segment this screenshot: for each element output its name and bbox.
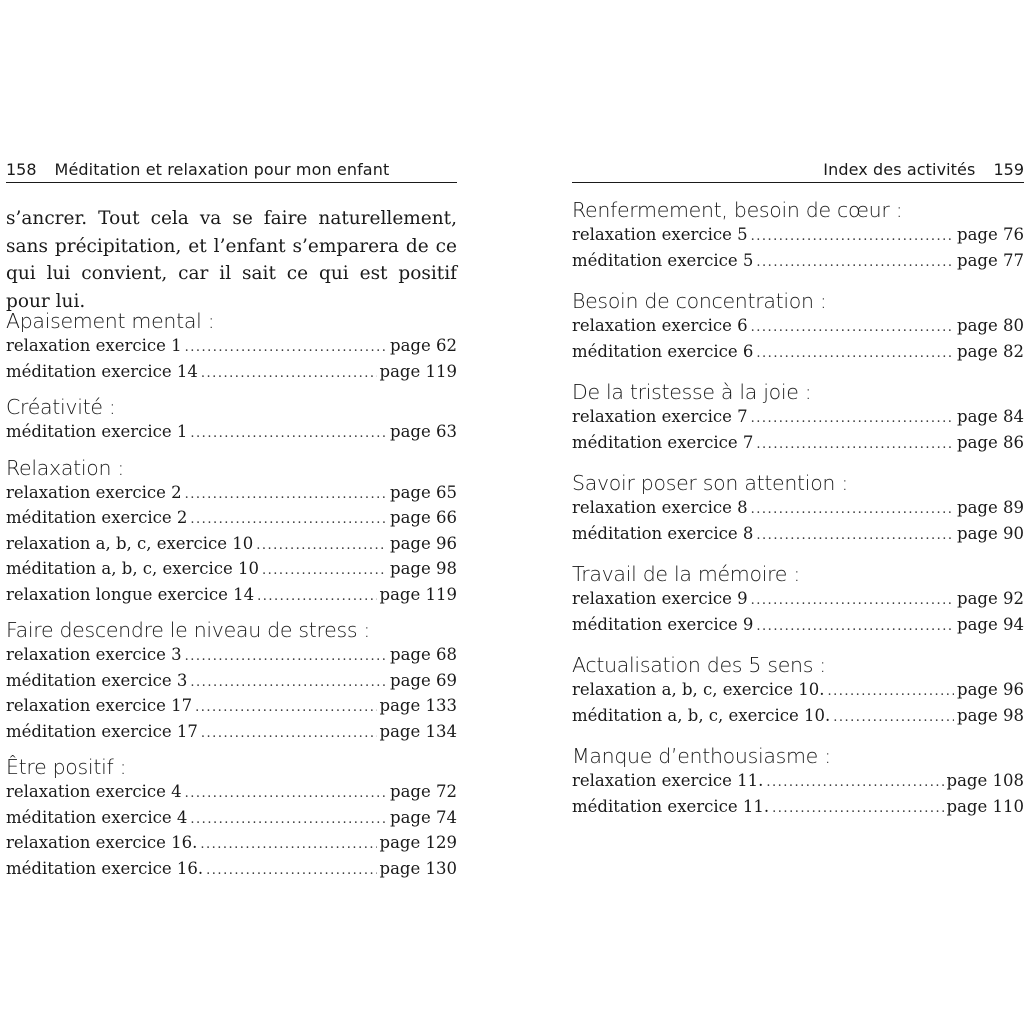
entry-label: relaxation exercice 17 xyxy=(6,696,193,715)
entry-page-reference: page 72 xyxy=(390,782,457,801)
index-section xyxy=(6,394,457,446)
entry-label: relaxation exercice 3 xyxy=(6,645,182,664)
index-section xyxy=(572,288,1024,365)
entry-page-reference: page 66 xyxy=(390,508,457,527)
dot-leader xyxy=(190,508,387,532)
dot-leader xyxy=(833,706,954,730)
index-entry xyxy=(6,481,457,507)
index-entry xyxy=(572,678,1024,704)
index-entry xyxy=(572,496,1024,522)
index-entry xyxy=(6,506,457,532)
index-entry xyxy=(572,522,1024,548)
index-entry xyxy=(572,405,1024,431)
section-title: Apaisement mental : xyxy=(6,309,215,333)
entry-label: méditation exercice 7 xyxy=(572,432,754,452)
entry-page-reference: page 129 xyxy=(379,833,457,852)
section-title: Manque d’enthousiasme : xyxy=(572,744,831,768)
entry-page-reference: page 74 xyxy=(390,807,457,827)
dot-leader xyxy=(185,782,387,806)
entry-page-reference: page 94 xyxy=(957,614,1024,634)
index-section xyxy=(6,754,457,882)
entry-page-reference: page 96 xyxy=(390,533,457,553)
dot-leader xyxy=(756,524,954,548)
entry-label: méditation a, b, c, exercice 10. xyxy=(572,705,831,725)
entry-page-reference: page 77 xyxy=(957,250,1024,270)
dot-leader xyxy=(185,645,387,669)
dot-leader xyxy=(756,251,954,275)
section-title: Relaxation : xyxy=(6,455,124,480)
entry-page-reference: page 134 xyxy=(379,721,457,741)
entry-label: relaxation a, b, c, exercice 10 xyxy=(6,533,254,553)
entry-page-reference: page 98 xyxy=(390,559,457,578)
dot-leader xyxy=(756,433,954,457)
entry-page-reference: page 110 xyxy=(946,796,1024,816)
index-section xyxy=(572,652,1024,729)
index-entry xyxy=(6,857,457,883)
entry-label: relaxation longue exercice 14 xyxy=(6,584,255,604)
dot-leader xyxy=(756,615,954,639)
entry-label: relaxation exercice 8 xyxy=(572,498,748,517)
dot-leader xyxy=(751,498,954,522)
index-entry xyxy=(572,587,1024,613)
entry-label: relaxation a, b, c, exercice 10. xyxy=(572,680,825,699)
entry-label: relaxation exercice 7 xyxy=(572,407,748,426)
dot-leader xyxy=(257,585,376,609)
entry-page-reference: page 89 xyxy=(957,498,1024,517)
entry-label: méditation exercice 11. xyxy=(572,796,770,816)
dot-leader xyxy=(751,225,954,249)
index-section xyxy=(572,197,1024,274)
dot-leader xyxy=(751,589,954,613)
section-title: Savoir poser son attention : xyxy=(572,471,848,495)
dot-leader xyxy=(185,336,387,360)
entry-label: relaxation exercice 4 xyxy=(6,782,182,801)
dot-leader xyxy=(200,833,376,857)
index-entry xyxy=(6,420,457,446)
entry-label: relaxation exercice 5 xyxy=(572,225,748,244)
dot-leader xyxy=(827,680,954,704)
index-entry xyxy=(572,704,1024,730)
entry-page-reference: page 69 xyxy=(390,670,457,690)
entry-label: méditation exercice 14 xyxy=(6,361,198,381)
index-entry xyxy=(572,613,1024,639)
dot-leader xyxy=(190,808,387,832)
section-title: Créativité : xyxy=(6,395,116,419)
entry-label: méditation exercice 16. xyxy=(6,858,204,878)
index-section xyxy=(572,379,1024,456)
entry-label: relaxation exercice 11. xyxy=(572,771,764,790)
dot-leader xyxy=(195,696,376,720)
index-entry xyxy=(6,780,457,806)
running-title: Index des activités xyxy=(823,160,976,179)
index-entry xyxy=(6,583,457,609)
entry-label: méditation a, b, c, exercice 10 xyxy=(6,559,260,578)
index-section xyxy=(572,470,1024,547)
index-entry xyxy=(6,532,457,558)
running-header xyxy=(572,160,1024,183)
section-title: Travail de la mémoire : xyxy=(572,562,800,586)
entry-page-reference: page 133 xyxy=(379,696,457,715)
dot-leader xyxy=(262,559,387,583)
index-entry xyxy=(572,795,1024,821)
entry-page-reference: page 63 xyxy=(390,422,457,441)
dot-leader xyxy=(190,422,387,446)
entry-page-reference: page 119 xyxy=(379,584,457,604)
index-entry xyxy=(572,314,1024,340)
entry-label: méditation exercice 9 xyxy=(572,614,754,634)
index-entry xyxy=(572,249,1024,275)
index-entries xyxy=(6,308,457,891)
entry-label: relaxation exercice 1 xyxy=(6,336,182,355)
index-entries xyxy=(572,197,1024,834)
section-title: De la tristesse à la joie : xyxy=(572,380,812,404)
entry-label: méditation exercice 8 xyxy=(572,523,754,543)
index-entry xyxy=(6,720,457,746)
entry-page-reference: page 92 xyxy=(957,589,1024,608)
dot-leader xyxy=(185,483,387,507)
index-entry xyxy=(572,431,1024,457)
entry-page-reference: page 82 xyxy=(957,341,1024,361)
index-section xyxy=(572,561,1024,638)
entry-page-reference: page 84 xyxy=(957,407,1024,426)
entry-label: méditation exercice 2 xyxy=(6,508,188,527)
entry-label: relaxation exercice 9 xyxy=(572,589,748,608)
index-entry xyxy=(6,360,457,386)
entry-page-reference: page 119 xyxy=(379,361,457,381)
entry-page-reference: page 130 xyxy=(379,858,457,878)
entry-page-reference: page 76 xyxy=(957,225,1024,244)
dot-leader xyxy=(190,671,387,695)
index-entry xyxy=(6,643,457,669)
entry-page-reference: page 80 xyxy=(957,316,1024,335)
index-entry xyxy=(6,806,457,832)
dot-leader xyxy=(751,316,954,340)
body-paragraph: s’ancrer. Tout cela va se faire naturellement, sans précipitation, et l’enfant s’emparera de ce qui lui convient, car il sait ce qui est positif pour lui. xyxy=(6,208,457,312)
entry-page-reference: page 108 xyxy=(946,771,1024,790)
entry-label: relaxation exercice 6 xyxy=(572,316,748,335)
index-entry xyxy=(572,769,1024,795)
entry-page-reference: page 98 xyxy=(957,705,1024,725)
index-entry xyxy=(6,831,457,857)
dot-leader xyxy=(201,722,377,746)
entry-label: méditation exercice 4 xyxy=(6,807,188,827)
index-section xyxy=(572,743,1024,820)
entry-page-reference: page 65 xyxy=(390,482,457,502)
entry-label: relaxation exercice 16. xyxy=(6,833,198,852)
entry-label: méditation exercice 6 xyxy=(572,341,754,361)
dot-leader xyxy=(766,771,943,795)
section-title: Besoin de concentration : xyxy=(572,289,827,313)
entry-page-reference: page 90 xyxy=(957,523,1024,543)
entry-label: méditation exercice 1 xyxy=(6,422,188,441)
page-number: 159 xyxy=(993,160,1024,179)
section-title: Actualisation des 5 sens : xyxy=(572,653,826,677)
running-title: Méditation et relaxation pour mon enfant xyxy=(54,160,390,179)
index-entry xyxy=(6,694,457,720)
entry-page-reference: page 96 xyxy=(957,680,1024,699)
entry-label: méditation exercice 3 xyxy=(6,670,188,690)
dot-leader xyxy=(756,342,954,366)
section-title: Faire descendre le niveau de stress : xyxy=(6,618,371,642)
dot-leader xyxy=(751,407,954,431)
dot-leader xyxy=(772,797,943,821)
dot-leader xyxy=(206,859,376,883)
dot-leader xyxy=(201,362,377,386)
index-section xyxy=(6,617,457,745)
entry-label: méditation exercice 5 xyxy=(572,250,754,270)
dot-leader xyxy=(256,534,387,558)
page-number: 158 xyxy=(6,160,37,179)
index-section xyxy=(6,455,457,609)
section-title: Renfermement, besoin de cœur : xyxy=(572,198,903,222)
section-title: Être positif : xyxy=(6,755,127,779)
entry-page-reference: page 86 xyxy=(957,432,1024,452)
entry-label: méditation exercice 17 xyxy=(6,721,198,741)
index-entry xyxy=(6,557,457,583)
entry-label: relaxation exercice 2 xyxy=(6,482,182,502)
entry-page-reference: page 68 xyxy=(390,645,457,664)
index-section xyxy=(6,308,457,385)
index-entry xyxy=(6,669,457,695)
running-header xyxy=(6,160,457,183)
index-entry xyxy=(6,334,457,360)
index-entry xyxy=(572,340,1024,366)
entry-page-reference: page 62 xyxy=(390,336,457,355)
index-entry xyxy=(572,223,1024,249)
